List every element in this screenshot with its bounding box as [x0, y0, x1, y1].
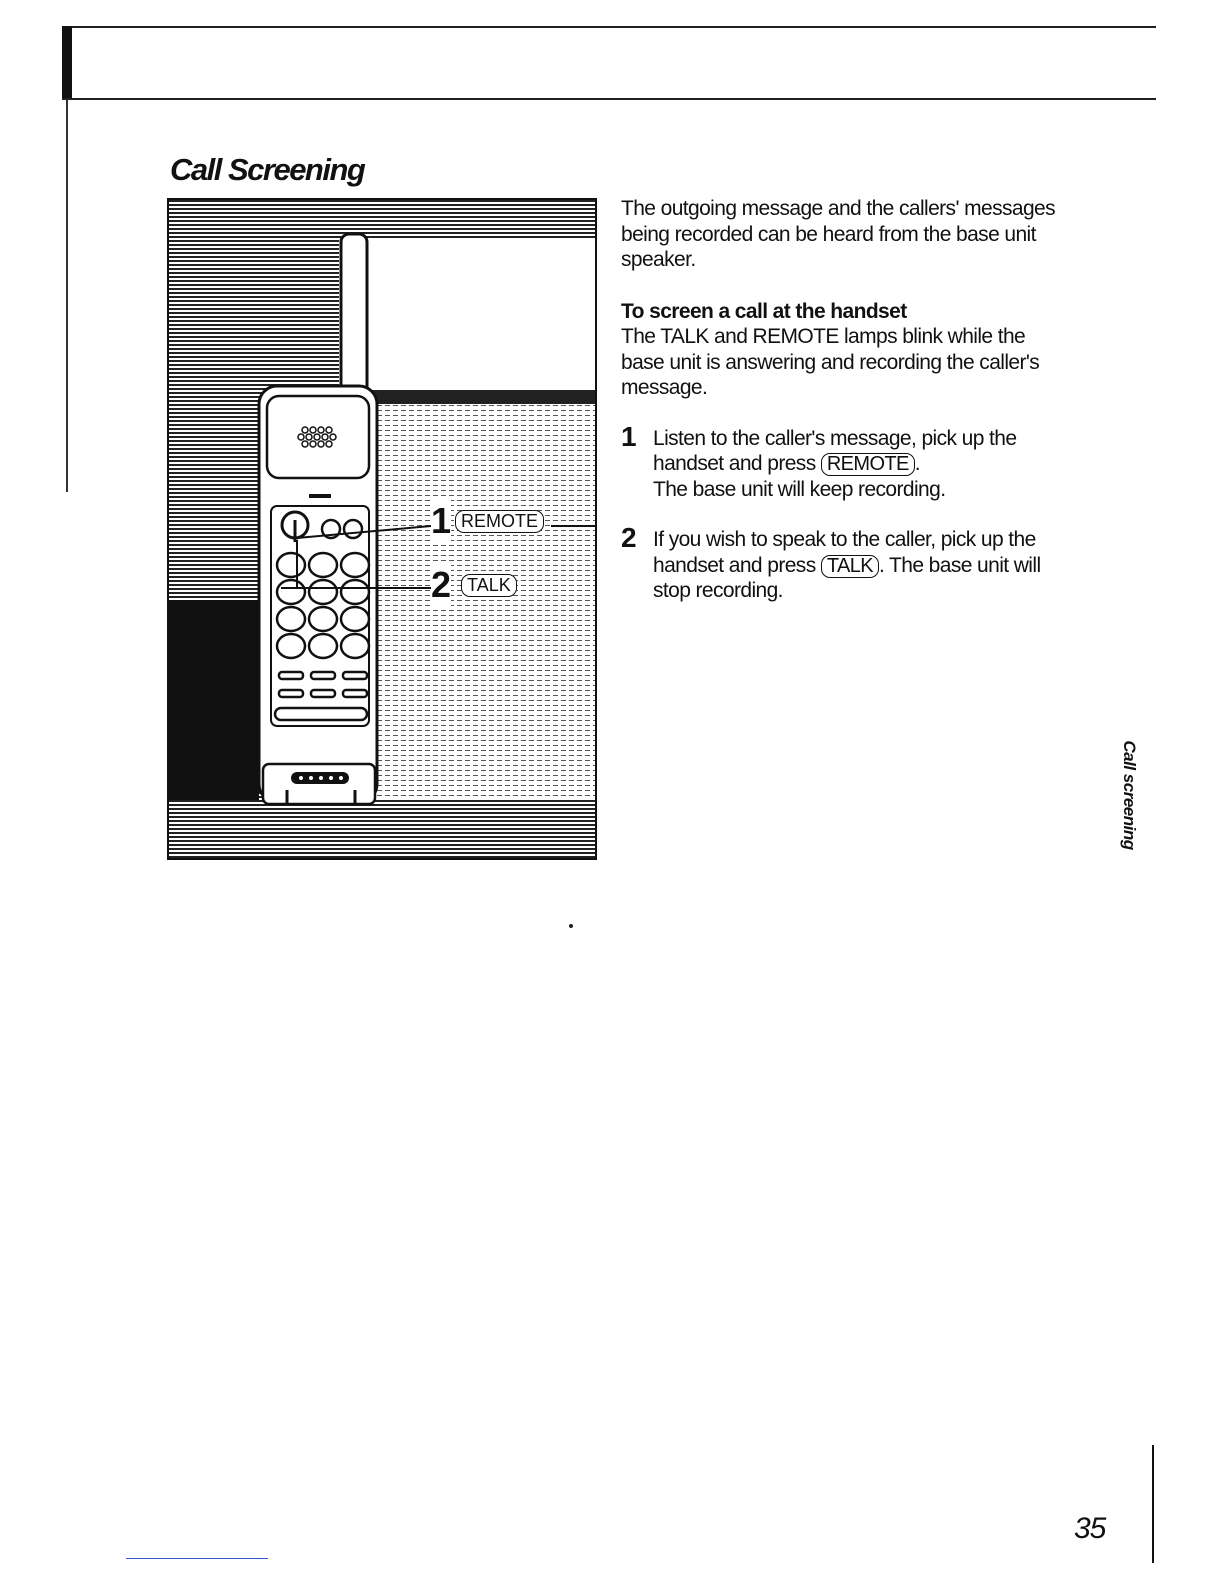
stray-dot	[569, 924, 573, 928]
left-margin-line	[66, 100, 68, 492]
long-key	[275, 708, 367, 720]
subheading: To screen a call at the handset	[621, 299, 907, 323]
handset-illustration	[167, 198, 597, 860]
bg-dark-corner	[169, 600, 259, 800]
step-2-text-end: . The base unit will stop recording.	[653, 553, 1041, 602]
step-1-number: 1	[621, 420, 636, 452]
header-top-rule	[62, 26, 1156, 28]
remote-button-label: REMOTE	[821, 453, 915, 476]
step-1-text: Listen to the caller's message, pick up the handset and press	[653, 426, 1017, 475]
step-2	[621, 522, 1061, 604]
callout-2-talk-button: TALK	[461, 574, 517, 597]
section-title: Call Screening	[170, 152, 365, 187]
footer-rule	[126, 1558, 268, 1559]
step-1-text-end: .	[914, 452, 921, 475]
slot	[309, 494, 331, 498]
callout-2-number: 2	[431, 564, 452, 605]
page-rule	[1152, 1445, 1154, 1563]
header-left-bar	[62, 26, 72, 100]
text-column	[621, 196, 1061, 629]
header-bottom-rule	[62, 98, 1156, 100]
bg-shade-top	[169, 200, 595, 238]
side-tab	[1115, 730, 1143, 860]
bg-shade-bottom	[169, 800, 595, 858]
step-1-note: The base unit will keep recording.	[653, 477, 946, 501]
side-tab-label: Call screening	[1120, 740, 1139, 850]
header-band	[62, 26, 1156, 100]
step-2-number: 2	[621, 522, 636, 553]
callout-1-remote-button: REMOTE	[455, 510, 544, 533]
callout-1-number: 1	[431, 500, 452, 541]
bg-shade-shelf	[359, 390, 595, 404]
intro-paragraph: The outgoing message and the callers' messages being recorded can be heard from the base unit speaker.	[621, 197, 1056, 271]
remote-key-2	[344, 520, 362, 538]
callout-2	[431, 564, 517, 606]
earpiece	[267, 396, 369, 478]
talk-button-label: TALK	[821, 555, 879, 578]
description-paragraph: The TALK and REMOTE lamps blink while the base unit is answering and recording the caller's message.	[621, 325, 1040, 399]
step-1	[621, 420, 1061, 503]
antenna	[341, 234, 367, 394]
page-number: 35	[1074, 1512, 1106, 1545]
step-2-text: If you wish to speak to the caller, pick up the handset and press	[653, 528, 1036, 577]
callout-1	[431, 500, 544, 542]
